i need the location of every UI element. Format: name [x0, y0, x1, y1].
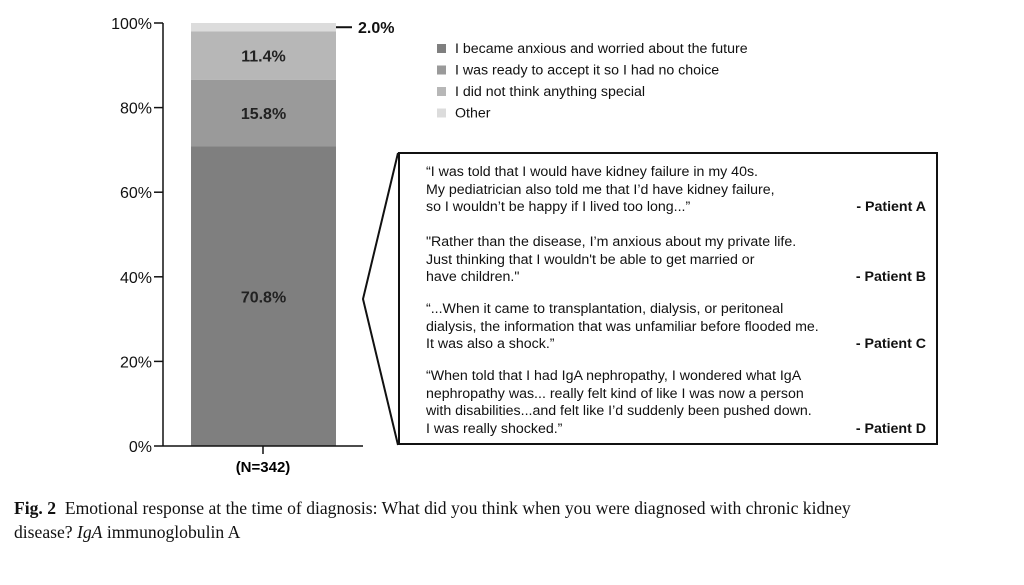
quote-author: - Patient D [855, 420, 926, 437]
quote-patient-d [426, 368, 926, 438]
y-tick-label: 60% [119, 185, 152, 203]
data-label: 15.8% [240, 106, 287, 124]
data-label: 70.8% [240, 289, 287, 307]
data-label: 2.0% [358, 20, 395, 38]
bar-segment [191, 23, 336, 31]
quote-text: “...When it came to transplantation, dialysis, or peritoneal dialysis, the information that was unfamiliar before flooded me. It was also a shock.” [426, 301, 819, 352]
figure-label: Fig. 2 [14, 498, 57, 518]
legend-label: I became anxious and worried about the future [455, 41, 748, 57]
legend-swatch [437, 44, 446, 53]
y-tick-label: 80% [119, 100, 152, 118]
caption-abbreviation: IgA [77, 522, 103, 542]
data-label: 11.4% [241, 48, 286, 66]
patient-quotes-box [398, 152, 938, 445]
quote-text: "Rather than the disease, I’m anxious about my private life. Just thinking that I wouldn't be able to get married or have children." [426, 234, 797, 285]
quote-patient-b [426, 234, 926, 287]
legend-label: Other [455, 105, 491, 122]
category-label: (N=342) [235, 459, 291, 476]
quote-text: “When told that I had IgA nephropathy, I wondered what IgA nephropathy was... really felt kind of like I was now a person with disabilities...and felt like I’d suddenly been pushed down. I was really shocked.” [426, 368, 812, 437]
y-tick-label: 0% [128, 439, 152, 456]
y-tick-label: 40% [119, 269, 152, 287]
quote-author: - Patient A [856, 199, 926, 215]
caption-text-continued: disease? [14, 522, 73, 542]
callout-bracket [363, 153, 398, 445]
quote-author: - Patient C [855, 336, 926, 352]
caption-abbreviation-definition: immunoglobulin A [106, 522, 241, 542]
caption-text: Emotional response at the time of diagnosis: What did you think when you were diagnosed with chronic kidney [64, 498, 851, 518]
figure-caption [14, 496, 1024, 544]
quote-author: - Patient B [855, 269, 926, 285]
bar-segments [191, 23, 336, 446]
legend [437, 41, 748, 122]
quote-patient-a [426, 164, 926, 217]
quote-patient-c [426, 301, 926, 354]
y-tick-label: 100% [111, 16, 152, 33]
legend-swatch [437, 87, 446, 96]
legend-label: I was ready to accept it so I had no choice [455, 62, 720, 79]
quote-text: “I was told that I would have kidney failure in my 40s. My pediatrician also told me that I’d have kidney failure, so I wouldn’t be happy if I lived too long...” [426, 164, 775, 215]
legend-swatch [437, 66, 446, 75]
y-tick-label: 20% [119, 354, 152, 372]
legend-swatch [437, 109, 446, 118]
legend-label: I did not think anything special [455, 84, 646, 100]
